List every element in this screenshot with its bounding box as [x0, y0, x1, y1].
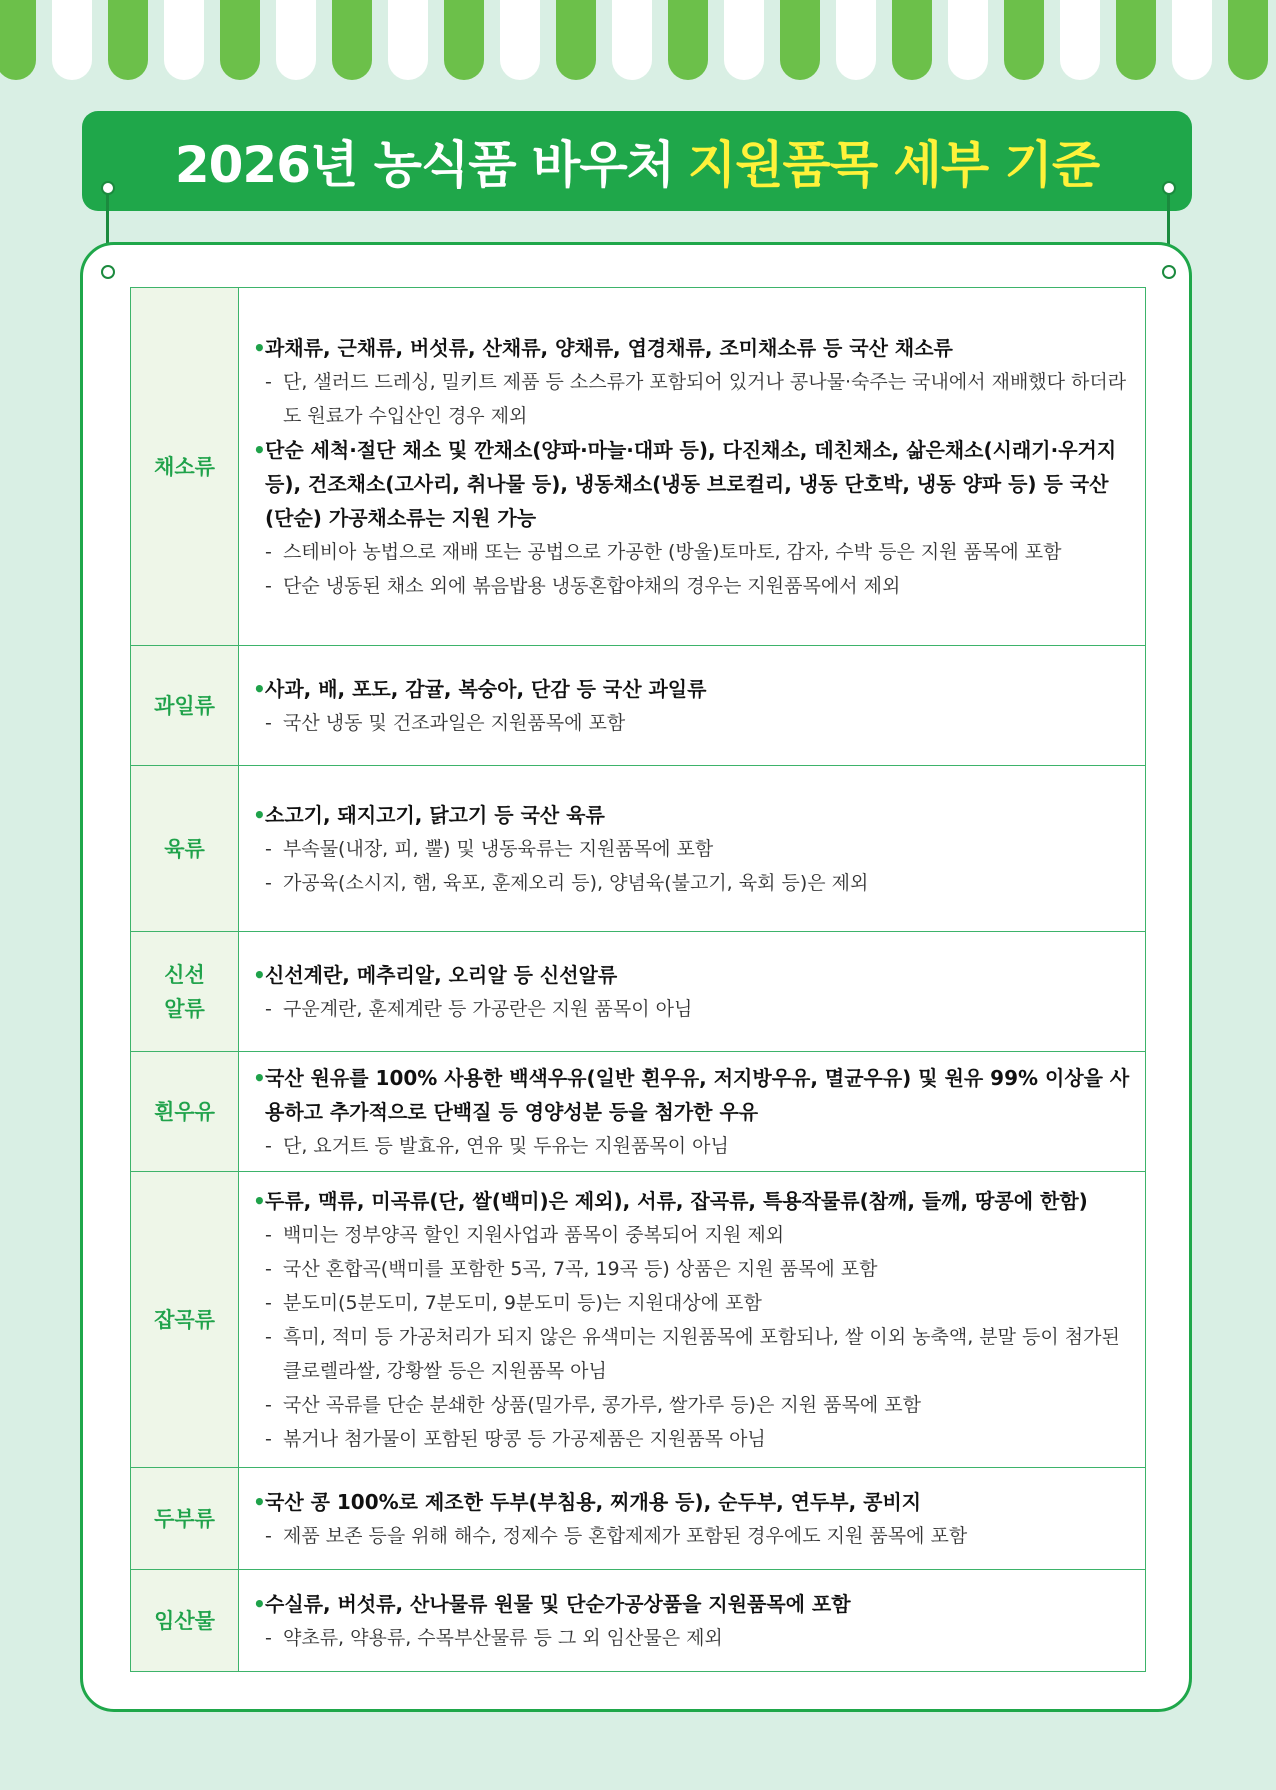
criteria-sub-item [253, 832, 1131, 866]
dash-icon: - [265, 1134, 272, 1157]
dash-icon: - [265, 837, 272, 860]
bullet-icon: • [253, 1065, 266, 1090]
criteria-sub-item [253, 1218, 1131, 1252]
criteria-text: 구운계란, 훈제계란 등 가공란은 지원 품목이 아님 [283, 997, 693, 1020]
category-cell [131, 1570, 239, 1672]
criteria-bullet [253, 672, 1131, 706]
category-label: 신선 [164, 962, 205, 987]
awning-stripe [52, 0, 92, 80]
category-label: 임산물 [154, 1608, 215, 1633]
criteria-cell [239, 1172, 1146, 1468]
criteria-text: 국산 혼합곡(백미를 포함한 5곡, 7곡, 19곡 등) 상품은 지원 품목에 포함 [283, 1257, 878, 1280]
dash-icon: - [265, 1325, 272, 1348]
table-row [131, 766, 1146, 932]
criteria-text: 흑미, 적미 등 가공처리가 되지 않은 유색미는 지원품목에 포함되나, 쌀 이외 농축액, 분말 등이 첨가된 클로렐라쌀, 강황쌀 등은 지원품목 아님 [283, 1325, 1120, 1382]
awning-stripe [388, 0, 428, 80]
table-row [131, 1570, 1146, 1672]
criteria-sub-item [253, 1621, 1131, 1655]
criteria-table [130, 287, 1146, 1672]
criteria-bullet [253, 1061, 1131, 1129]
awning-stripe [108, 0, 148, 80]
dash-icon: - [265, 1427, 272, 1450]
category-label: 흰우유 [154, 1099, 215, 1124]
criteria-text: 부속물(내장, 피, 뿔) 및 냉동육류는 지원품목에 포함 [283, 837, 714, 860]
pin-icon [101, 181, 115, 195]
criteria-cell [239, 932, 1146, 1052]
dash-icon: - [265, 370, 272, 393]
criteria-sub-item [253, 1252, 1131, 1286]
category-label: 잡곡류 [154, 1307, 215, 1332]
awning-stripe [1060, 0, 1100, 80]
criteria-text: 단, 요거트 등 발효유, 연유 및 두유는 지원품목이 아님 [283, 1134, 729, 1157]
criteria-bullet [253, 1184, 1131, 1218]
category-cell [131, 1468, 239, 1570]
category-cell [131, 288, 239, 646]
dash-icon: - [265, 1257, 272, 1280]
category-cell [131, 646, 239, 766]
category-label: 채소류 [154, 454, 215, 479]
criteria-bullet [253, 798, 1131, 832]
striped-awning [0, 0, 1276, 84]
criteria-text: 국산 곡류를 단순 분쇄한 상품(밀가루, 콩가루, 쌀가루 등)은 지원 품목에 포함 [283, 1393, 921, 1416]
dash-icon: - [265, 1626, 272, 1649]
criteria-cell [239, 1052, 1146, 1172]
awning-stripe [556, 0, 596, 80]
criteria-cell [239, 766, 1146, 932]
awning-stripe [668, 0, 708, 80]
criteria-text: 볶거나 첨가물이 포함된 땅콩 등 가공제품은 지원품목 아님 [283, 1427, 766, 1450]
criteria-bullet [253, 433, 1131, 535]
awning-stripe [836, 0, 876, 80]
awning-stripe [500, 0, 540, 80]
criteria-sub-item [253, 866, 1131, 900]
dash-icon: - [265, 1291, 272, 1314]
criteria-sub-item [253, 365, 1131, 433]
awning-stripe [724, 0, 764, 80]
bullet-icon: • [253, 1489, 266, 1514]
bullet-icon: • [253, 1188, 266, 1213]
pin-icon [1162, 265, 1176, 279]
awning-stripe [1116, 0, 1156, 80]
awning-stripe [444, 0, 484, 80]
criteria-text: 스테비아 농법으로 재배 또는 공법으로 가공한 (방울)토마토, 감자, 수박 등은 지원 품목에 포함 [283, 540, 1062, 563]
criteria-sub-item [253, 706, 1131, 740]
criteria-text: 백미는 정부양곡 할인 지원사업과 품목이 중복되어 지원 제외 [283, 1223, 785, 1246]
criteria-text: 가공육(소시지, 햄, 육포, 훈제오리 등), 양념육(불고기, 육회 등)은 제외 [283, 871, 869, 894]
dash-icon: - [265, 711, 272, 734]
criteria-sub-item [253, 1422, 1131, 1456]
dash-icon: - [265, 540, 272, 563]
category-cell [131, 1052, 239, 1172]
pin-icon [1162, 181, 1176, 195]
criteria-cell [239, 646, 1146, 766]
criteria-text: 단순 냉동된 채소 외에 볶음밥용 냉동혼합야채의 경우는 지원품목에서 제외 [283, 574, 901, 597]
category-label: 알류 [164, 996, 205, 1021]
criteria-text: 제품 보존 등을 위해 해수, 정제수 등 혼합제제가 포함된 경우에도 지원 품목에 포함 [283, 1524, 968, 1547]
criteria-text: 분도미(5분도미, 7분도미, 9분도미 등)는 지원대상에 포함 [283, 1291, 762, 1314]
dash-icon: - [265, 1393, 272, 1416]
dash-icon: - [265, 1524, 272, 1547]
category-cell [131, 1172, 239, 1468]
criteria-sub-item [253, 1129, 1131, 1163]
awning-stripe [0, 0, 36, 80]
criteria-bullet [253, 1485, 1131, 1519]
category-label: 과일류 [154, 693, 215, 718]
awning-stripe [948, 0, 988, 80]
awning-stripe [780, 0, 820, 80]
criteria-sub-item [253, 1286, 1131, 1320]
bullet-icon: • [253, 802, 266, 827]
category-cell [131, 766, 239, 932]
criteria-text: 단순 세척·절단 채소 및 깐채소(양파·마늘·대파 등), 다진채소, 데친채소, 삶은채소(시래기·우거지 등), 건조채소(고사리, 취나물 등), 냉동채소(냉동 브로컬리, 냉동 단호박, 냉동 양파 등) 등 국산 (단순) 가공채소류는 지원 가능 [265, 437, 1117, 530]
dash-icon: - [265, 574, 272, 597]
criteria-text: 수실류, 버섯류, 산나물류 원물 및 단순가공상품을 지원품목에 포함 [265, 1591, 851, 1616]
page-title-banner [82, 111, 1192, 211]
table-row [131, 1468, 1146, 1570]
category-cell [131, 932, 239, 1052]
criteria-cell [239, 288, 1146, 646]
bullet-icon: • [253, 335, 266, 360]
table-row [131, 288, 1146, 646]
criteria-sub-item [253, 1320, 1131, 1388]
criteria-sub-item [253, 1519, 1131, 1553]
pin-icon [101, 265, 115, 279]
awning-stripe [1228, 0, 1268, 80]
bullet-icon: • [253, 962, 266, 987]
criteria-sub-item [253, 992, 1131, 1026]
awning-stripe [612, 0, 652, 80]
dash-icon: - [265, 871, 272, 894]
criteria-sub-item [253, 569, 1131, 603]
criteria-sub-item [253, 535, 1131, 569]
criteria-text: 소고기, 돼지고기, 닭고기 등 국산 육류 [265, 802, 605, 827]
table-row [131, 932, 1146, 1052]
criteria-text: 과채류, 근채류, 버섯류, 산채류, 양채류, 엽경채류, 조미채소류 등 국산 채소류 [265, 335, 953, 360]
dash-icon: - [265, 997, 272, 1020]
awning-stripe [276, 0, 316, 80]
dash-icon: - [265, 1223, 272, 1246]
awning-stripe [164, 0, 204, 80]
criteria-text: 약초류, 약용류, 수목부산물류 등 그 외 임산물은 제외 [283, 1626, 723, 1649]
awning-stripe [1172, 0, 1212, 80]
criteria-text: 사과, 배, 포도, 감귤, 복숭아, 단감 등 국산 과일류 [265, 676, 707, 701]
category-label: 두부류 [154, 1506, 215, 1531]
criteria-text: 두류, 맥류, 미곡류(단, 쌀(백미)은 제외), 서류, 잡곡류, 특용작물류(참깨, 들깨, 땅콩에 한함) [265, 1188, 1088, 1213]
table-row [131, 646, 1146, 766]
awning-stripe [332, 0, 372, 80]
awning-stripe [1004, 0, 1044, 80]
page-title-highlight: 지원품목 세부 기준 [687, 136, 1100, 194]
table-row [131, 1172, 1146, 1468]
bullet-icon: • [253, 676, 266, 701]
criteria-text: 신선계란, 메추리알, 오리알 등 신선알류 [265, 962, 618, 987]
bullet-icon: • [253, 1591, 266, 1616]
criteria-bullet [253, 331, 1131, 365]
criteria-cell [239, 1468, 1146, 1570]
awning-stripe [892, 0, 932, 80]
criteria-text: 국산 냉동 및 건조과일은 지원품목에 포함 [283, 711, 626, 734]
table-row [131, 1052, 1146, 1172]
criteria-cell [239, 1570, 1146, 1672]
criteria-sub-item [253, 1388, 1131, 1422]
page-title: 2026년 농식품 바우처 [174, 136, 674, 194]
criteria-text: 국산 원유를 100% 사용한 백색우유(일반 흰우유, 저지방우유, 멸균우유) 및 원유 99% 이상을 사용하고 추가적으로 단백질 등 영양성분 등을 첨가한 우유 [265, 1065, 1130, 1124]
criteria-bullet [253, 1587, 1131, 1621]
category-label: 육류 [164, 836, 205, 861]
criteria-bullet [253, 958, 1131, 992]
bullet-icon: • [253, 437, 266, 462]
criteria-text: 단, 샐러드 드레싱, 밀키트 제품 등 소스류가 포함되어 있거나 콩나물·숙주는 국내에서 재배했다 하더라도 원료가 수입산인 경우 제외 [283, 370, 1127, 427]
awning-stripe [220, 0, 260, 80]
criteria-text: 국산 콩 100%로 제조한 두부(부침용, 찌개용 등), 순두부, 연두부, 콩비지 [265, 1489, 922, 1514]
